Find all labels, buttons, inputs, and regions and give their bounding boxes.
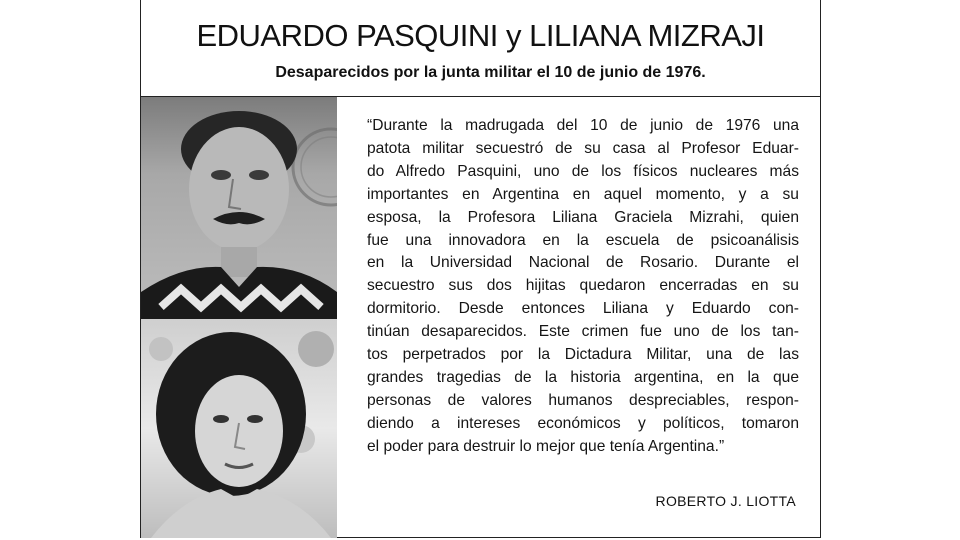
portrait-photo-man [141,97,337,319]
article-line: secuestro sus dos hijitas quedaron encerradas en su [367,277,799,295]
author-signature: ROBERTO J. LIOTTA [655,493,796,509]
article-line: fue una innovadora en la escuela de psicoanálisis [367,231,799,249]
article-line: personas de valores humanos despreciables, respon- [367,391,799,409]
page-title: EDUARDO PASQUINI y LILIANA MIZRAJI [196,18,765,53]
portrait-photo-woman [141,319,337,538]
newspaper-clipping [140,0,821,538]
portrait-woman-image [141,319,337,538]
article-line: el poder para destruir lo mejor que tenía Argentina.” [367,437,725,455]
page-subtitle: Desaparecidos por la junta militar el 10 de junio de 1976. [275,64,706,81]
article-line: tos perpetrados por la Dictadura Militar, una de las [367,346,799,364]
article-line: en la Universidad Nacional de Rosario. Durante el [367,254,799,272]
article-line: diendo a intereses económicos y políticos, tomaron [367,414,799,432]
article-line: tinúan desaparecidos. Este crimen fue uno de los tan- [367,323,799,341]
header [141,0,820,97]
article-line: esposa, la Profesora Liliana Graciela Mizrahi, quien [367,208,799,226]
article-line: grandes tragedias de la historia argentina, en la que [367,368,799,386]
article-line: importantes en Argentina en aquel momento, y a su [367,185,799,203]
article-line: “Durante la madrugada del 10 de junio de 1976 una [367,117,799,134]
photo-column [141,97,337,538]
portrait-man-image [141,97,337,319]
article-line: do Alfredo Pasquini, uno de los físicos nucleares más [367,162,799,180]
article-line: dormitorio. Desde entonces Liliana y Eduardo con- [367,300,799,318]
article-line: patota militar secuestró de su casa al Profesor Eduar- [367,139,799,157]
article-body [367,115,799,459]
